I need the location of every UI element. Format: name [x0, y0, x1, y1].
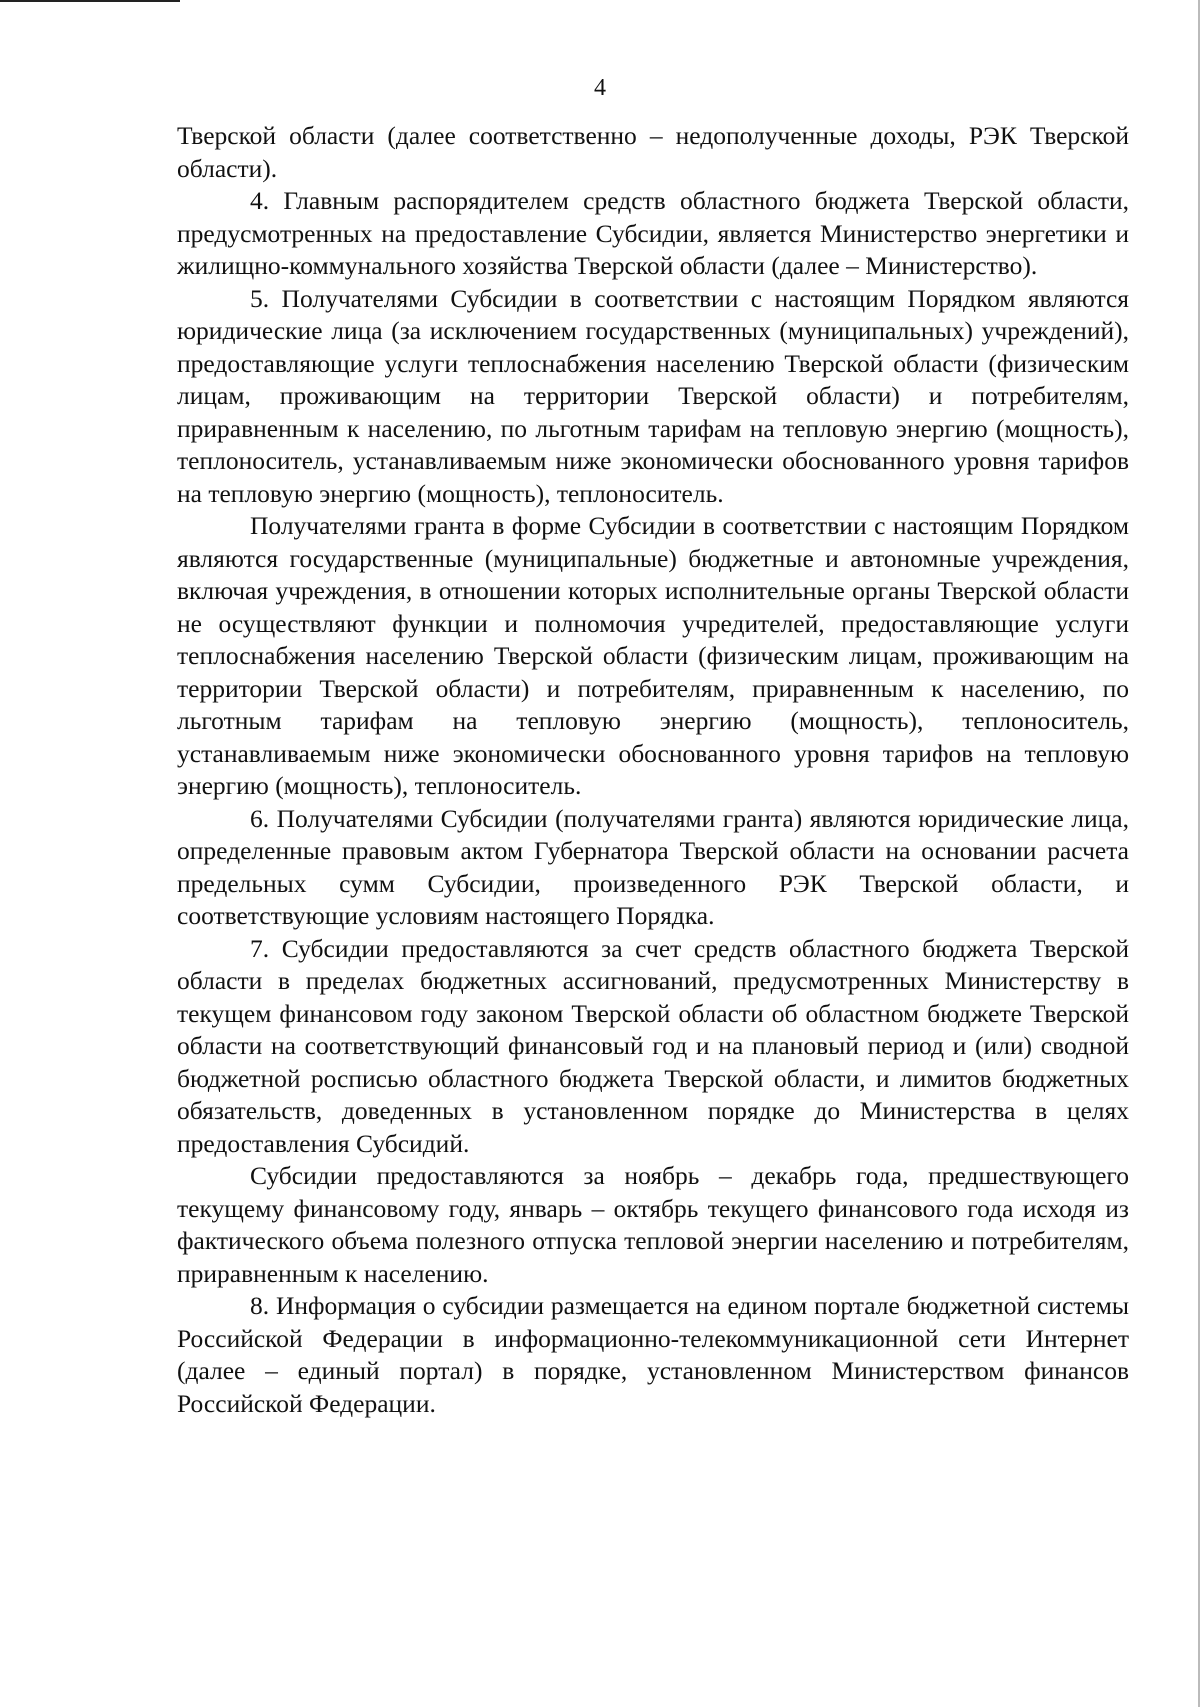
paragraph-continuation: Тверской области (далее соответственно – недополученные доходы, РЭК Тверской области).	[177, 121, 1129, 183]
paragraph-item-5: 5. Получателями Субсидии в соответствии с настоящим Порядком являются юридические лица (за исключением государственных (муниципальных) учреждений), предоставляющие услуги теплоснабжения населению Тверской области (физическим лицам, проживающим на территории Тверской области) и потребителям, приравненным к населению, по льготным тарифам на тепловую энергию (мощность), теплоноситель, устанавливаемым ниже экономически обоснованного уровня тарифов на тепловую энергию (мощность), теплоноситель.	[177, 283, 1129, 508]
paragraph-item-4: 4. Главным распорядителем средств областного бюджета Тверской области, предусмотренных на предоставление Субсидии, является Министерство энергетики и жилищно-коммунального хозяйства Тверской области (далее – Министерство).	[177, 186, 1129, 280]
paragraph-item-8: 8. Информация о субсидии размещается на едином портале бюджетной системы Российской Федерации в информационно-телекоммуникационной сети Интернет (далее – единый портал) в порядке, установленном Министерством финансов Российской Федерации.	[177, 1291, 1129, 1418]
paragraph-grant-recipients: Получателями гранта в форме Субсидии в соответствии с настоящим Порядком являются государственные (муниципальные) бюджетные и автономные учреждения, включая учреждения, в отношении которых исполнительные органы Тверской области не осуществляют функции и полномочия учредителей, предоставляющие услуги теплоснабжения населению Тверской области (физическим лицам, проживающим на территории Тверской области) и потребителям, приравненным к населению, по льготным тарифам на тепловую энергию (мощность), теплоноситель, устанавливаемым ниже экономически обоснованного уровня тарифов на тепловую энергию (мощность), теплоноситель.	[177, 511, 1129, 800]
scan-edge-top	[0, 0, 180, 2]
page-number: 4	[594, 75, 606, 101]
paragraph-item-7: 7. Субсидии предоставляются за счет средств областного бюджета Тверской области в пределах бюджетных ассигнований, предусмотренных Министерству в текущем финансовом году законом Тверской области об областном бюджете Тверской области на соответствующий финансовый год и на плановый период и (или) сводной бюджетной росписью областного бюджета Тверской области, и лимитов бюджетных обязательств, доведенных в установленном порядке до Министерства в целях предоставления Субсидий.	[177, 933, 1129, 1158]
paragraph-subsidy-period: Субсидии предоставляются за ноябрь – декабрь года, предшествующего текущему финансовому году, январь – октябрь текущего финансового года исходя из фактического объема полезного отпуска тепловой энергии населению и потребителям, приравненным к населению.	[177, 1161, 1129, 1288]
paragraph-item-6: 6. Получателями Субсидии (получателями гранта) являются юридические лица, определенные правовым актом Губернатора Тверской области на основании расчета предельных сумм Субсидии, произведенного РЭК Тверской области, и соответствующие условиям настоящего Порядка.	[177, 803, 1129, 930]
document-body	[177, 120, 1129, 1420]
